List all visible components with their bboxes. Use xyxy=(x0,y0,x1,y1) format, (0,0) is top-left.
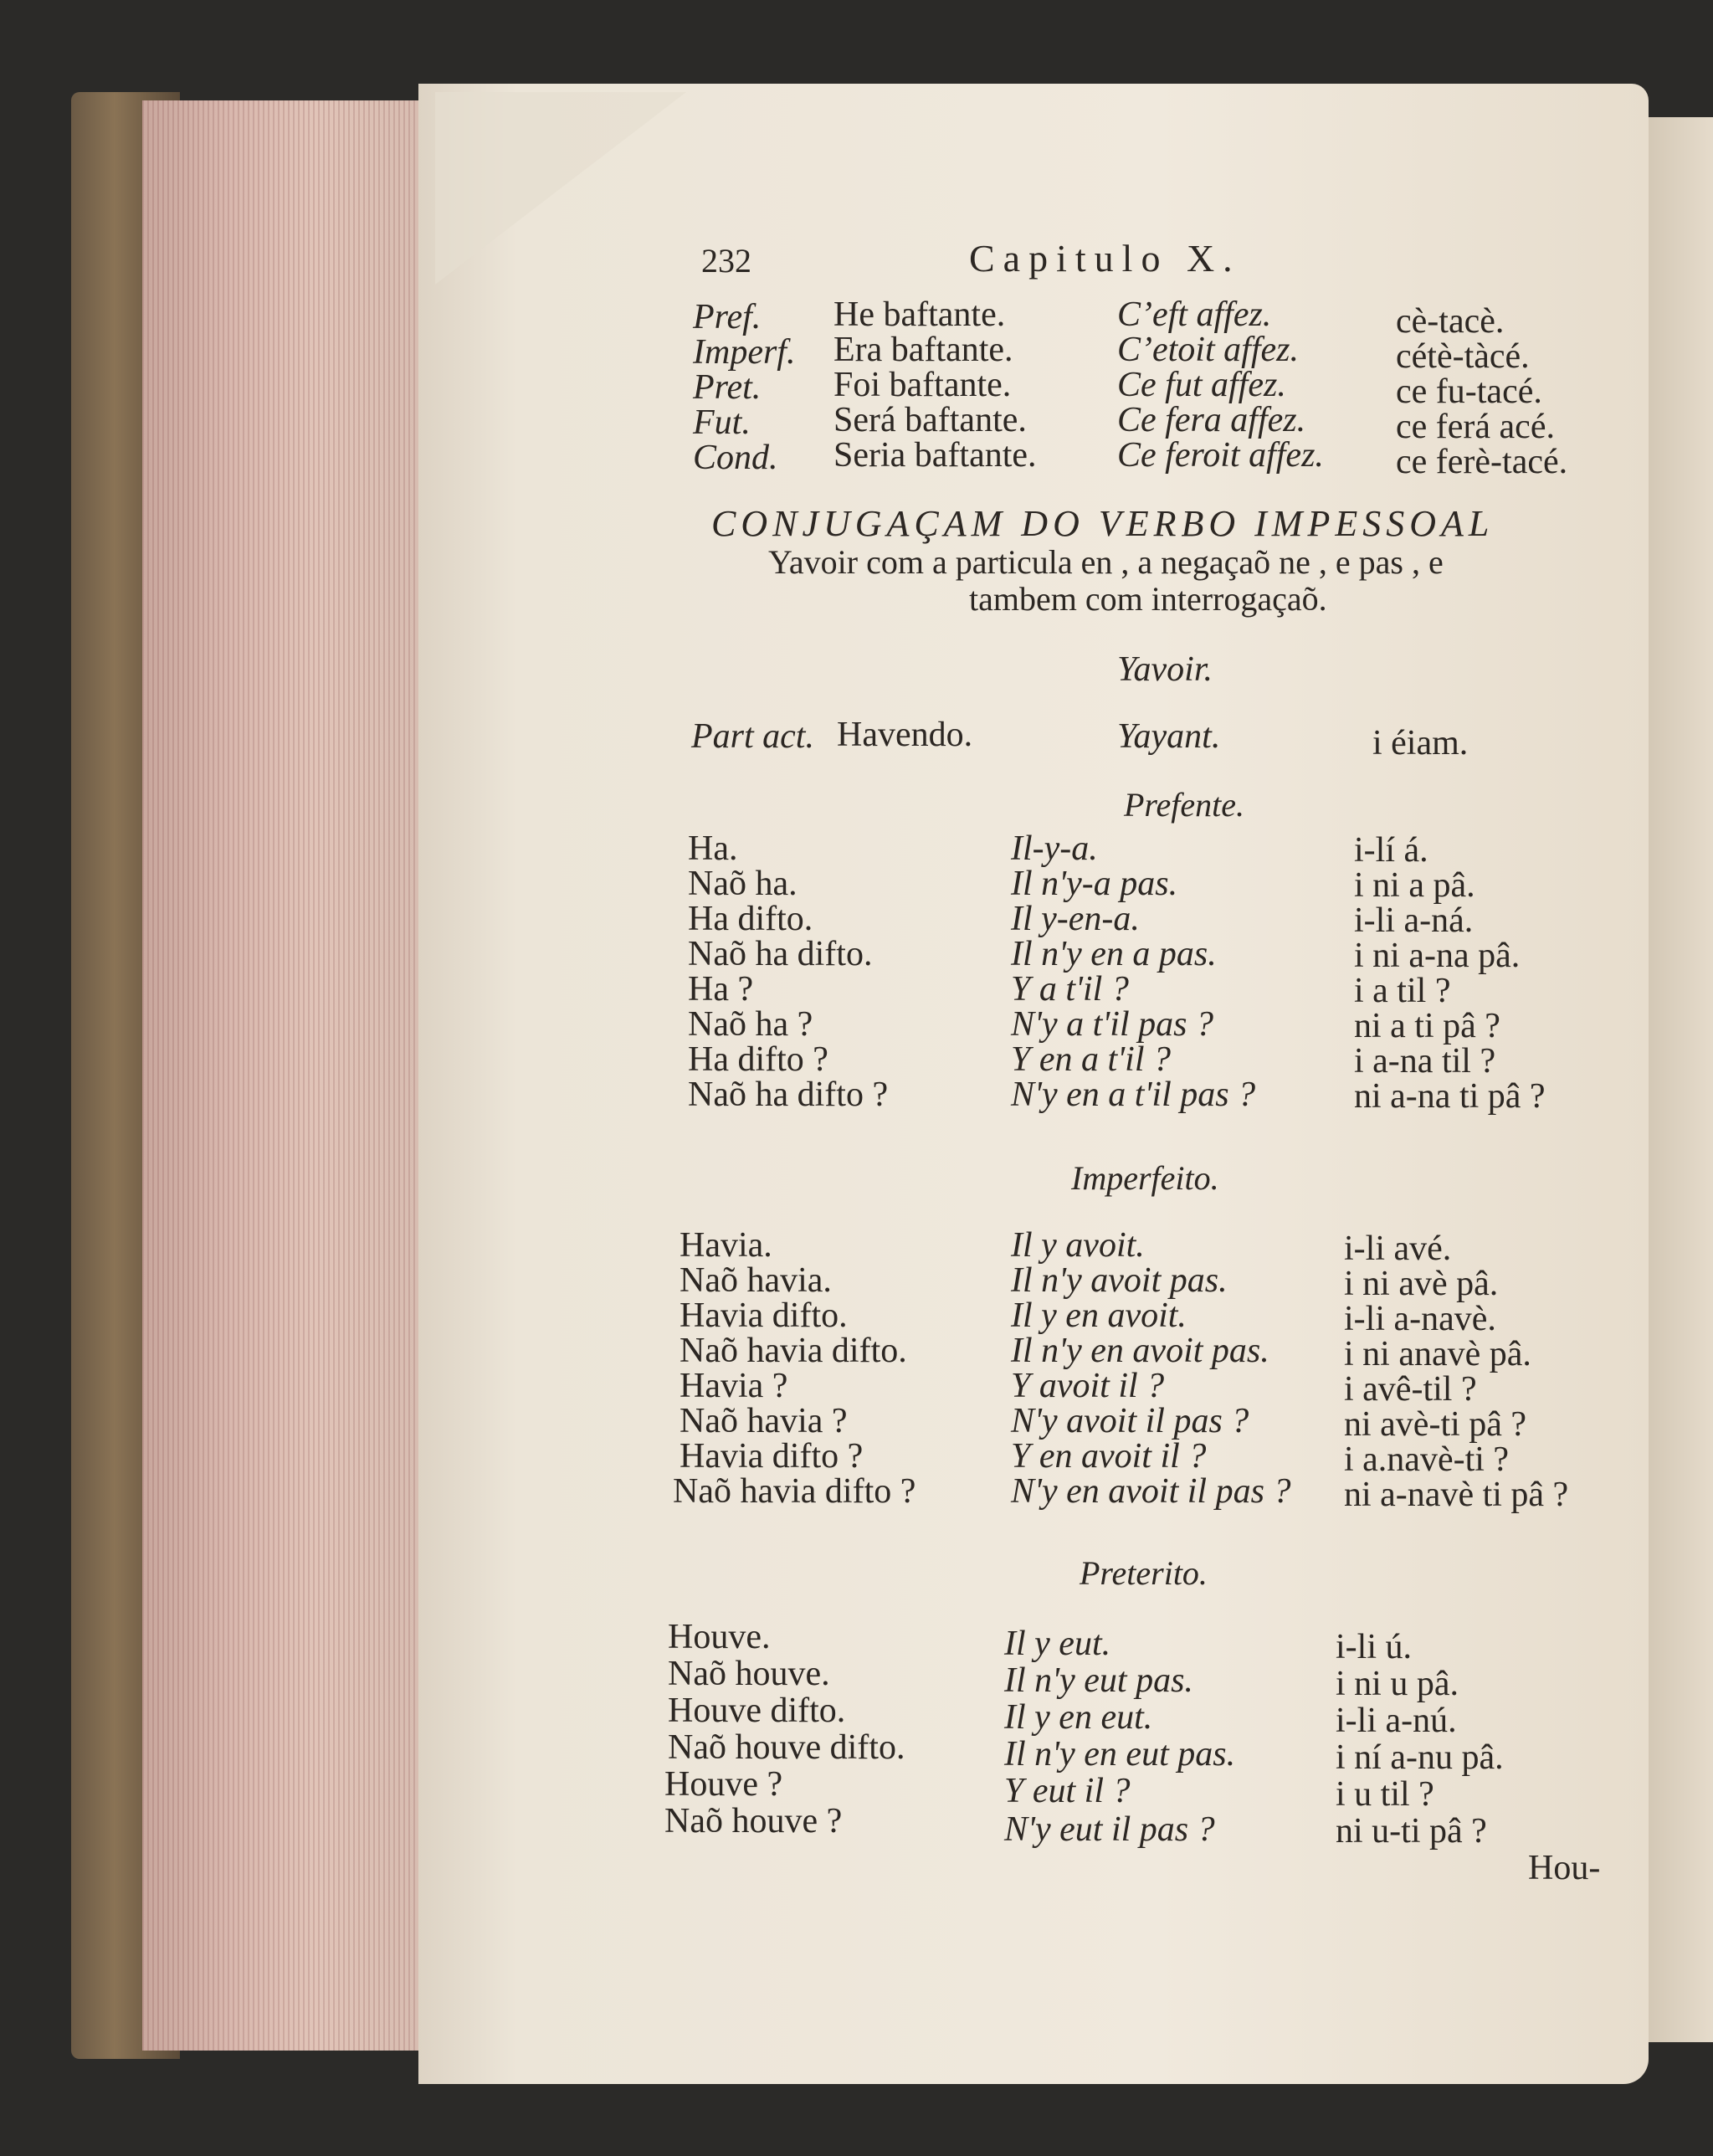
pronunciation: i ni u pâ. xyxy=(1336,1665,1459,1703)
pronunciation: i-li a-ná. xyxy=(1354,901,1474,940)
portuguese-form: Ha difto. xyxy=(688,900,813,938)
french-form: Ce feroit affez. xyxy=(1117,436,1324,475)
pronunciation: ce ferè-tacé. xyxy=(1396,443,1568,481)
section-title: CONJUGAÇAM DO VERBO IMPESSOAL xyxy=(711,503,1495,544)
pronunciation: i ni anavè pâ. xyxy=(1344,1335,1531,1373)
french-form: Il y en eut. xyxy=(1004,1698,1153,1737)
pronunciation: i-li a-nú. xyxy=(1336,1702,1457,1740)
participle-fr: Yayant. xyxy=(1117,717,1221,756)
pronunciation: ni u-ti pâ ? xyxy=(1336,1812,1487,1851)
portuguese-form: Ha ? xyxy=(688,970,754,1009)
french-form: C’etoit affez. xyxy=(1117,331,1299,369)
portuguese-form: Naõ havia difto. xyxy=(680,1332,907,1370)
french-form: Il y-en-a. xyxy=(1011,900,1140,938)
french-form: Il y avoit. xyxy=(1011,1226,1145,1265)
participle-pt: Havendo. xyxy=(837,716,973,754)
portuguese-form: Naõ houve difto. xyxy=(668,1728,905,1767)
page-number: 232 xyxy=(701,242,751,280)
catchword: Hou- xyxy=(1528,1849,1601,1887)
tense-label: Pret. xyxy=(693,368,762,407)
portuguese-form: Naõ havia ? xyxy=(680,1402,848,1440)
pronunciation: i-li avé. xyxy=(1344,1229,1452,1268)
portuguese-form: Ha difto ? xyxy=(688,1040,828,1079)
french-form: Il n'y en avoit pas. xyxy=(1011,1332,1269,1370)
pronunciation: i u til ? xyxy=(1336,1775,1434,1814)
french-form: Y eut il ? xyxy=(1004,1772,1131,1810)
french-form: Il n'y eut pas. xyxy=(1004,1661,1193,1700)
portuguese-form: He baftante. xyxy=(833,295,1006,334)
french-form: Ce fut affez. xyxy=(1117,366,1286,404)
portuguese-form: Foi baftante. xyxy=(833,366,1012,404)
portuguese-form: Ha. xyxy=(688,829,738,868)
section-subtitle-cont: tambem com interrogaçaõ. xyxy=(969,580,1327,618)
french-form: N'y eut il pas ? xyxy=(1004,1810,1215,1849)
french-form: Il n'y avoit pas. xyxy=(1011,1261,1228,1300)
pronunciation: i a til ? xyxy=(1354,972,1451,1010)
portuguese-form: Havia ? xyxy=(680,1367,788,1405)
portuguese-form: Naõ houve. xyxy=(668,1655,830,1693)
portuguese-form: Naõ ha. xyxy=(688,865,798,903)
tense-heading: Prefente. xyxy=(1124,786,1245,824)
pronunciation: i avê-til ? xyxy=(1344,1370,1477,1409)
portuguese-form: Naõ havia. xyxy=(680,1261,832,1300)
pronunciation: i-lí á. xyxy=(1354,831,1428,870)
pronunciation: i-li ú. xyxy=(1336,1628,1412,1666)
french-form: Y avoit il ? xyxy=(1011,1367,1165,1405)
french-form: Ce fera affez. xyxy=(1117,401,1306,439)
french-form: Il n'y en eut pas. xyxy=(1004,1735,1236,1774)
infinitive-heading: Yavoir. xyxy=(1117,650,1213,689)
french-form: N'y a t'il pas ? xyxy=(1011,1005,1213,1044)
pronunciation: i ni a-na pâ. xyxy=(1354,937,1521,975)
french-form: N'y en avoit il pas ? xyxy=(1011,1472,1291,1511)
page-corner-fold xyxy=(435,92,686,285)
french-form: Y en avoit il ? xyxy=(1011,1437,1207,1476)
pronunciation: ni a-na ti pâ ? xyxy=(1354,1077,1546,1116)
pronunciation: cè-tacè. xyxy=(1396,302,1505,341)
french-form: Il n'y en a pas. xyxy=(1011,935,1217,973)
participle-pron: i éiam. xyxy=(1372,724,1469,762)
french-form: Y en a t'il ? xyxy=(1011,1040,1171,1079)
pronunciation: cétè-tàcé. xyxy=(1396,337,1530,376)
french-form: Il y en avoit. xyxy=(1011,1296,1187,1335)
french-form: C’eft affez. xyxy=(1117,295,1272,334)
french-form: Il y eut. xyxy=(1004,1625,1111,1663)
portuguese-form: Houve ? xyxy=(664,1765,783,1804)
portuguese-form: Havia difto ? xyxy=(680,1437,864,1476)
portuguese-form: Seria baftante. xyxy=(833,436,1037,475)
portuguese-form: Naõ houve ? xyxy=(664,1802,843,1840)
french-form: Il-y-a. xyxy=(1011,829,1098,868)
pronunciation: i-li a-navè. xyxy=(1344,1300,1496,1338)
french-form: Il n'y-a pas. xyxy=(1011,865,1178,903)
pronunciation: i ni a pâ. xyxy=(1354,866,1475,905)
tense-label: Imperf. xyxy=(693,333,796,372)
tense-heading: Imperfeito. xyxy=(1071,1159,1219,1197)
participle-label: Part act. xyxy=(691,717,814,756)
portuguese-form: Naõ ha ? xyxy=(688,1005,813,1044)
portuguese-form: Naõ havia difto ? xyxy=(673,1472,916,1511)
tense-label: Cond. xyxy=(693,439,778,477)
pronunciation: i a-na til ? xyxy=(1354,1042,1496,1081)
pronunciation: ce ferá acé. xyxy=(1396,408,1555,446)
portuguese-form: Naõ ha difto. xyxy=(688,935,873,973)
tense-heading: Preterito. xyxy=(1080,1554,1208,1592)
french-form: N'y en a t'il pas ? xyxy=(1011,1075,1256,1114)
french-form: Y a t'il ? xyxy=(1011,970,1129,1009)
pronunciation: ni a-navè ti pâ ? xyxy=(1344,1476,1569,1514)
pronunciation: ce fu-tacé. xyxy=(1396,372,1542,411)
portuguese-form: Será baftante. xyxy=(833,401,1027,439)
portuguese-form: Havia difto. xyxy=(680,1296,848,1335)
chapter-header: Capitulo X. xyxy=(969,237,1241,280)
tense-label: Pref. xyxy=(693,298,762,336)
page-edges xyxy=(142,100,431,2051)
portuguese-form: Era baftante. xyxy=(833,331,1013,369)
pronunciation: i ni avè pâ. xyxy=(1344,1265,1499,1303)
section-subtitle: Yavoir com a particula en , a negaçaõ ne , e pas , e xyxy=(768,543,1444,581)
portuguese-form: Houve difto. xyxy=(668,1691,846,1730)
portuguese-form: Naõ ha difto ? xyxy=(688,1075,889,1114)
pronunciation: ni avè-ti pâ ? xyxy=(1344,1405,1527,1444)
tense-label: Fut. xyxy=(693,403,751,442)
pronunciation: i a.navè-ti ? xyxy=(1344,1440,1510,1479)
portuguese-form: Havia. xyxy=(680,1226,772,1265)
portuguese-form: Houve. xyxy=(668,1618,771,1656)
french-form: N'y avoit il pas ? xyxy=(1011,1402,1249,1440)
pronunciation: i ní a-nu pâ. xyxy=(1336,1738,1504,1777)
pronunciation: ni a ti pâ ? xyxy=(1354,1007,1500,1045)
